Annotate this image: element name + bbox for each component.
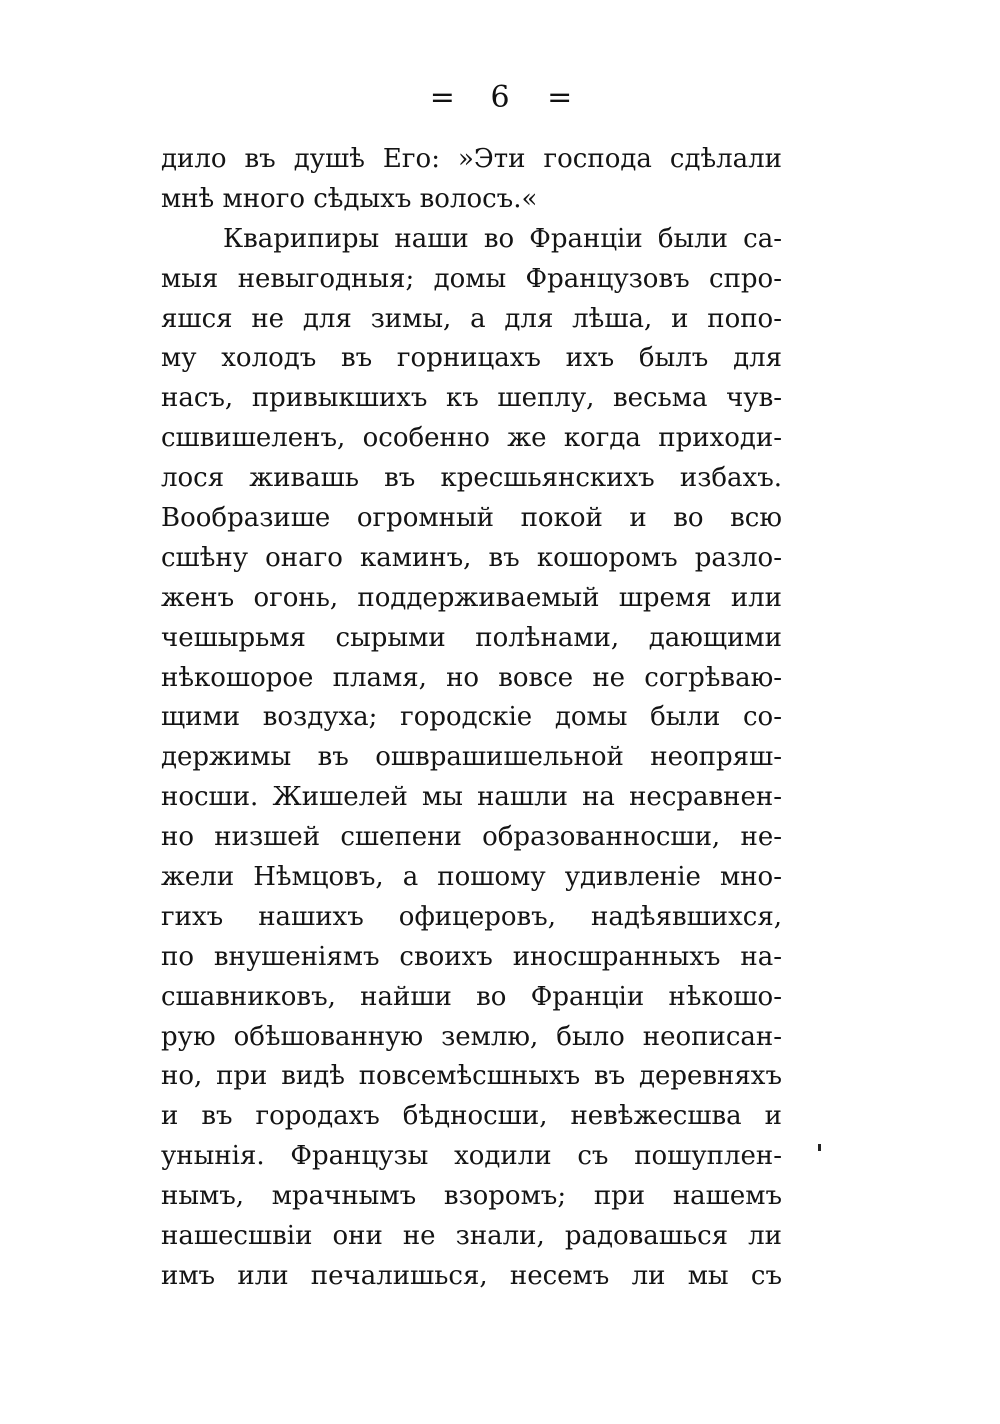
text-line: гихъ нашихъ офицеровъ, надѣявшихся, — [161, 901, 782, 932]
text-line: унынія. Французы ходили съ пошуплен- — [161, 1141, 782, 1172]
text-line: держимы въ ошврашишельной неопряш- — [161, 742, 782, 773]
text-line: нашесшвіи они не знали, радовашься ли — [161, 1221, 782, 1252]
text-line: и въ городахъ бѣдносши, невѣжесшва и — [161, 1101, 782, 1132]
text-line: жели Нѣмцовъ, а пошому удивленіе мно- — [161, 862, 782, 893]
text-line: сшѣну онаго каминъ, въ кошоромъ разло- — [161, 542, 782, 573]
text-line: по внушеніямъ своихъ иносшранныхъ на- — [161, 941, 782, 972]
page-number: 6 — [490, 80, 510, 115]
text-line: нымъ, мрачнымъ взоромъ; при нашемъ — [161, 1181, 782, 1212]
text-line: Вообразише огромный покой и во всю — [161, 503, 782, 534]
text-line: нѣкошорое пламя, но вовсе не согрѣваю- — [161, 662, 782, 693]
text-line: дило въ душѣ Его: »Эти господа сдѣлали — [161, 144, 782, 174]
text-line: щими воздуха; городскіе домы были со- — [161, 702, 782, 733]
text-line: сшвишеленъ, особенно же когда приходи- — [161, 423, 782, 454]
text-line: сшавниковъ, найши во Франціи нѣкошо- — [161, 981, 782, 1012]
text-line: женъ огонь, поддерживаемый шремя или — [161, 582, 782, 613]
text-line: но, при видѣ повсемѣсшныхъ въ деревняхъ — [161, 1061, 782, 1092]
page-header — [0, 78, 1000, 118]
text-line: рую обѣшованную землю, было неописан- — [161, 1021, 782, 1052]
text-line: му холодъ въ горницахъ ихъ былъ для — [161, 343, 782, 374]
body-text — [161, 140, 782, 1297]
text-line: имъ или печалишься, несемъ ли мы съ — [161, 1260, 782, 1291]
header-ornament-left: = — [429, 80, 453, 115]
text-line: носши. Жишелей мы нашли на несравнен- — [161, 782, 782, 813]
text-line: но низшей сшепени образованносши, не- — [161, 822, 782, 853]
header-ornament-right: = — [547, 80, 571, 115]
text-line: Кварипиры наши во Франціи были са- — [223, 223, 782, 254]
text-line: мнѣ много сѣдыхъ волосъ.« — [161, 183, 538, 214]
text-line: мыя невыгодныя; домы Французовъ спро- — [161, 263, 782, 294]
text-line: насъ, привыкшихъ къ шеплу, весьма чув- — [161, 383, 782, 414]
text-line: чешырьмя сырыми полѣнами, дающими — [161, 622, 782, 653]
text-line: яшся не для зимы, а для лѣша, и попо- — [161, 303, 782, 334]
scan-speck — [818, 1144, 821, 1151]
text-line: лося живашь въ кресшьянскихъ избахъ. — [161, 463, 782, 494]
